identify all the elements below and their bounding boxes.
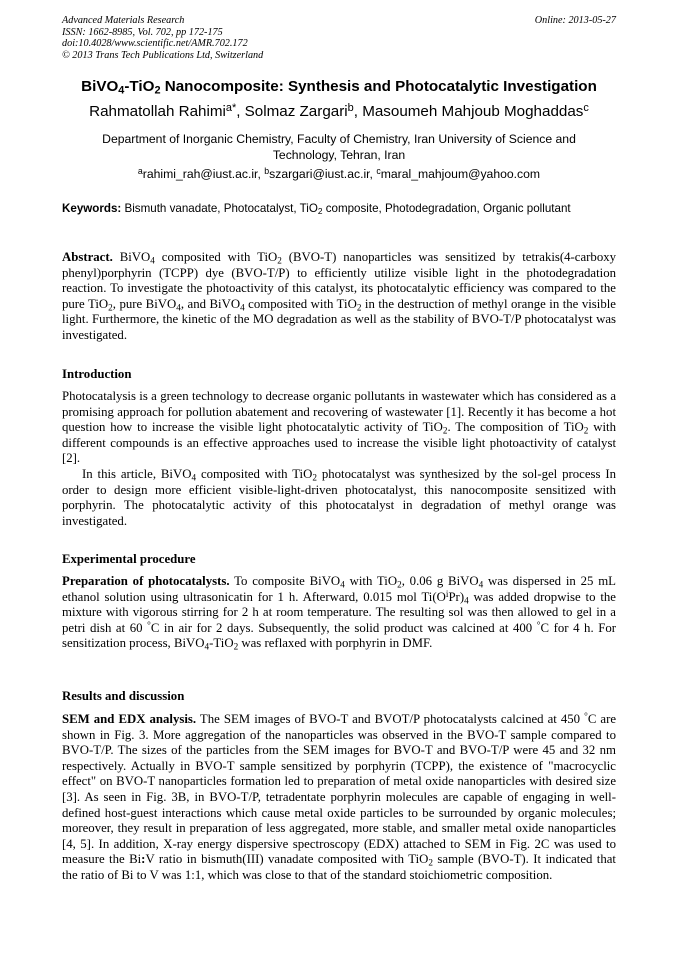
section-heading-experimental: Experimental procedure <box>62 552 196 566</box>
doi-line: doi:10.4028/www.scientific.net/AMR.702.172 <box>62 38 248 50</box>
experimental-body <box>62 574 616 652</box>
abstract: Abstract. BiVO$_4$ composited with TiO$_2$ (BVO-T) nanoparticles was sensitized by tetrakis(4-carboxy phenyl)porphyrin (TCPP) dye (BVO-T/P) to efficiently utilize visible light in the photodegradation reaction. To investigate the photoactivity of this catalyst, its photocatalytic efficiency was compared to the pure TiO$_2$, pure BiVO$_4$, and BiVO$_4$ composited with TiO$_2$ in the destruction of methyl orange in the visible light. Furthermore, the kinetic of the MO degradation as well as the stability of BVO-T/P photocatalyst was investigated. <box>62 250 617 342</box>
online-date: Online: 2013-05-27 <box>534 15 616 26</box>
introduction-body <box>62 389 616 529</box>
issn-line: ISSN: 1662-8985, Vol. 702, pp 172-175 <box>62 26 223 38</box>
paragraph: Preparation of photocatalysts. To composite BiVO$_4$ with TiO$_2$, 0.06 g BiVO$_4$ was dispersed in 25 mL ethanol solution using ultrasonicatin for 1 h. Afterward, 0.015 mol $Ti(O^iPr)_4$ was added dropwise to the mixture with vigorous stirring for 2 h at room temperature. The resulting sol was then allowed to gel in a petri dish at 60 °C in air for 2 days. Subsequently, the solid product was calcined at 400 °C for 4 h. For sensitization process, BiVO$_4$-TiO$_2$ was reflaxed with porphyrin in DMF. <box>62 574 616 652</box>
section-heading-results: Results and discussion <box>62 689 185 703</box>
paragraph: Photocatalysis is a green technology to decrease organic pollutants in wastewater which has considered as a promising approach for pollution abatement and recovering of wastewater [1]. Recently it has become a hot question how to increase the visible light photocatalytic activity of TiO$_2$. The composition of TiO$_2$ with different compounds is an effective approaches used to increase the visible light photoactivity of catalyst [2]. <box>62 389 616 466</box>
paper-title: BiVO$_4$-TiO$_2$ Nanocomposite: Synthesis and Photocatalytic Investigation <box>81 78 597 97</box>
keywords-label: Keywords: <box>62 202 122 215</box>
section-heading-introduction: Introduction <box>62 367 132 381</box>
paragraph: In this article, BiVO$_4$ composited with TiO$_2$ photocatalyst was synthesized by the sol-gel process In order to design more efficient visible-light-driven photocatalyst, this nanocomposite sensitized with porphyrin. The photocatalytic activity of this photocatalyst in degradation of methyl orange was investigated. <box>62 466 616 528</box>
author-name: Solmaz Zargari <box>244 103 348 120</box>
journal-header <box>62 15 616 61</box>
author-name: Masoumeh Mahjoub Moghaddas <box>362 103 584 120</box>
results-body <box>62 712 616 884</box>
copyright-line: © 2013 Trans Tech Publications Ltd, Switzerland <box>62 49 264 61</box>
author-emails: $^a$rahimi_rah@iust.ac.ir, $^b$szargari@iust.ac.ir, $^c$maral_mahjoum@yahoo.com <box>137 166 541 181</box>
affiliation: Department of Inorganic Chemistry, Faculty of Chemistry, Iran University of Science and Technology, Tehran, Iran <box>102 132 576 162</box>
keywords: Keywords: Bismuth vanadate, Photocatalyst, TiO$_2$ composite, Photodegradation, Organic pollutant <box>62 202 571 217</box>
abstract-label: Abstract. <box>62 250 113 264</box>
journal-name: Advanced Materials Research <box>62 15 185 26</box>
author-name: Rahmatollah Rahimi <box>89 103 226 120</box>
paragraph: SEM and EDX analysis. The SEM images of BVO-T and BVOT/P photocatalysts calcined at 450 °C are shown in Fig. 3. More aggregation of the nanoparticles was observed in the BVO-T sample compared to BVO-T/P. The sizes of the particles from the SEM images for BVO-T and BVO-T/P were 45 and 32 nm respectively. Actually in BVO-T sample sensitized by porphyrin (TCPP), the existence of "macrocyclic effect" on BVO-T nanoparticles formation led to preparation of metal oxide nanoparticles with desired size [3]. As seen in Fig. 3B, in BVO-T/P, tetradentate porphyrin molecules are capable of engaging in well-defined host-guest interactions which cause metal oxide particles to be surrounded by organic molecules; moreover, they result in preparation of less aggregated, more stable, and smaller metal oxide nanoparticles [4, 5]. In addition, X-ray energy dispersive spectroscopy (EDX) attached to SEM in Fig. 2C was used to measure the Bi:V ratio in bismuth(III) vanadate composited with TiO$_2$ sample (BVO-T). It indicated that the ratio of Bi to V was 1:1, which was close to that of the standard stoichiometric composition. <box>62 710 617 882</box>
author-list: Rahmatollah Rahimi$^{a*}$, Solmaz Zargari$^b$, Masoumeh Mahjoub Moghaddas$^c$ <box>89 102 589 120</box>
